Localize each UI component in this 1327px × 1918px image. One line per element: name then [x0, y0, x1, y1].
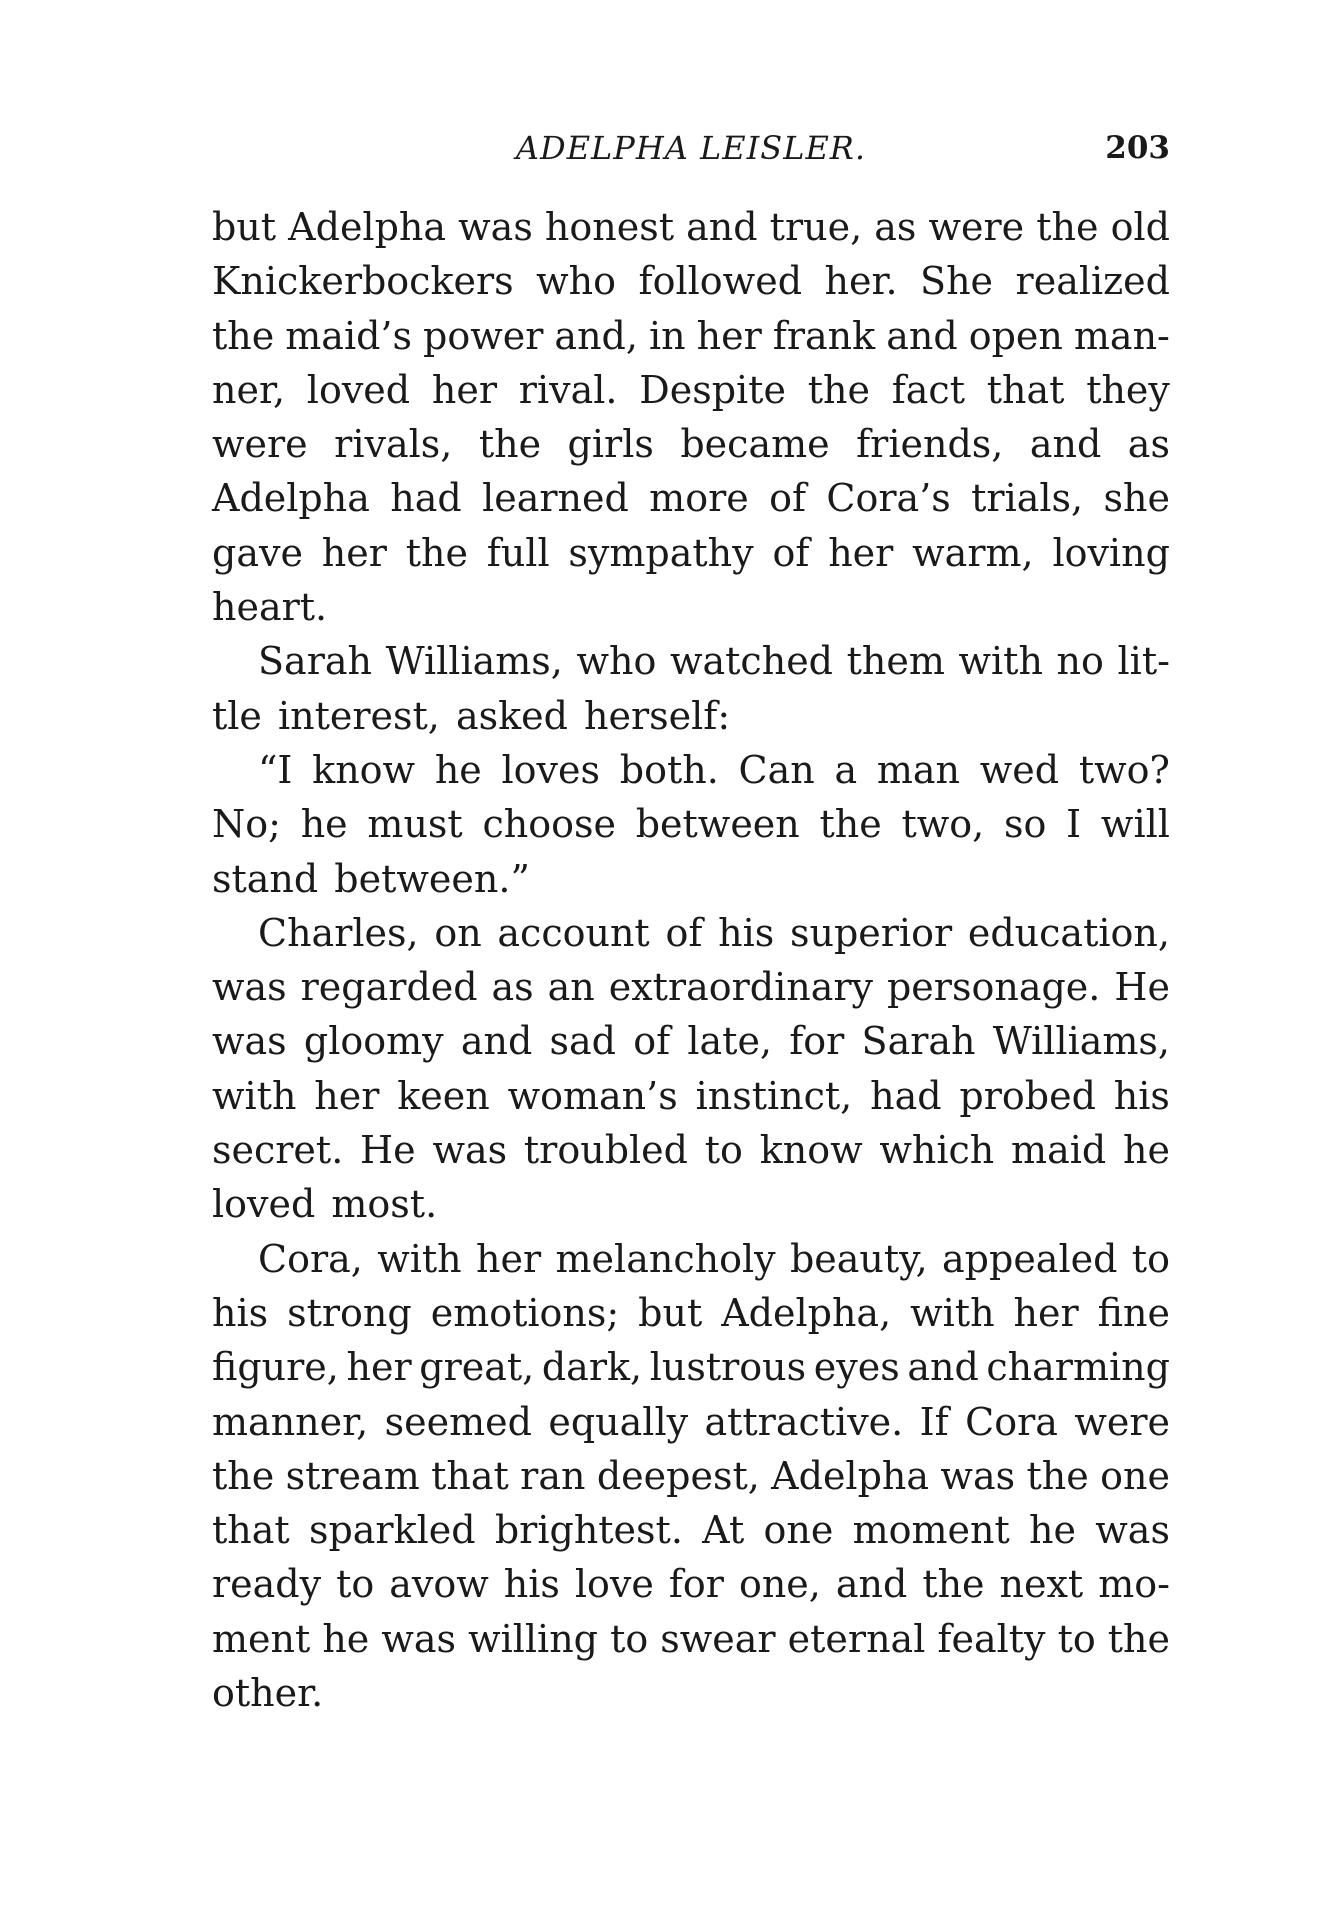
- text-line: that sparkled brightest. At one moment he was: [212, 1508, 1170, 1553]
- text-line: stand between.”: [212, 856, 530, 901]
- text-line: were rivals, the girls became friends, and as: [212, 422, 1170, 467]
- text-line: with her keen woman’s instinct, had probed his: [212, 1073, 1170, 1118]
- text-line: heart.: [212, 585, 328, 630]
- running-title: ADELPHA LEISLER.: [515, 129, 867, 167]
- text-line: his strong emotions; but Adelpha, with her fine: [212, 1290, 1170, 1335]
- paragraph: [212, 743, 1170, 906]
- text-line: ready to avow his love for one, and the next mo-: [212, 1562, 1170, 1607]
- text-line: the stream that ran deepest, Adelpha was the one: [212, 1453, 1170, 1498]
- text-line: figure, her great, dark, lustrous eyes and charming: [212, 1345, 1170, 1390]
- paragraph: [212, 200, 1170, 634]
- body-text: [212, 200, 1170, 1720]
- text-line: Cora, with her melancholy beauty, appealed to: [258, 1236, 1170, 1281]
- text-line: tle interest, asked herself:: [212, 693, 731, 738]
- text-line: “I know he loves both. Can a man wed two?: [258, 747, 1170, 792]
- text-line: Knickerbockers who followed her. She realized: [212, 259, 1170, 304]
- text-line: Charles, on account of his superior education,: [258, 910, 1170, 955]
- text-line: loved most.: [212, 1182, 438, 1227]
- paragraph: [212, 906, 1170, 1232]
- text-line: ner, loved her rival. Despite the fact that they: [212, 367, 1170, 412]
- text-line: Adelpha had learned more of Cora’s trials, she: [212, 476, 1170, 521]
- text-line: No; he must choose between the two, so I will: [212, 802, 1170, 847]
- text-line: was gloomy and sad of late, for Sarah Williams,: [212, 1019, 1170, 1064]
- text-line: manner, seemed equally attractive. If Cora were: [212, 1399, 1170, 1444]
- text-line: other.: [212, 1671, 324, 1716]
- page-number: 203: [1105, 130, 1170, 166]
- text-line: but Adelpha was honest and true, as were the old: [212, 205, 1170, 249]
- text-line: gave her the full sympathy of her warm, loving: [212, 530, 1170, 575]
- text-line: secret. He was troubled to know which maid he: [212, 1128, 1170, 1173]
- text-line: the maid’s power and, in her frank and open man-: [212, 313, 1170, 358]
- paragraph: [212, 634, 1170, 743]
- text-line: was regarded as an extraordinary personage. He: [212, 965, 1170, 1010]
- running-head: [212, 126, 1170, 170]
- text-line: ment he was willing to swear eternal fealty to the: [212, 1616, 1170, 1661]
- paragraph: [212, 1232, 1170, 1721]
- text-line: Sarah Williams, who watched them with no lit-: [258, 639, 1170, 684]
